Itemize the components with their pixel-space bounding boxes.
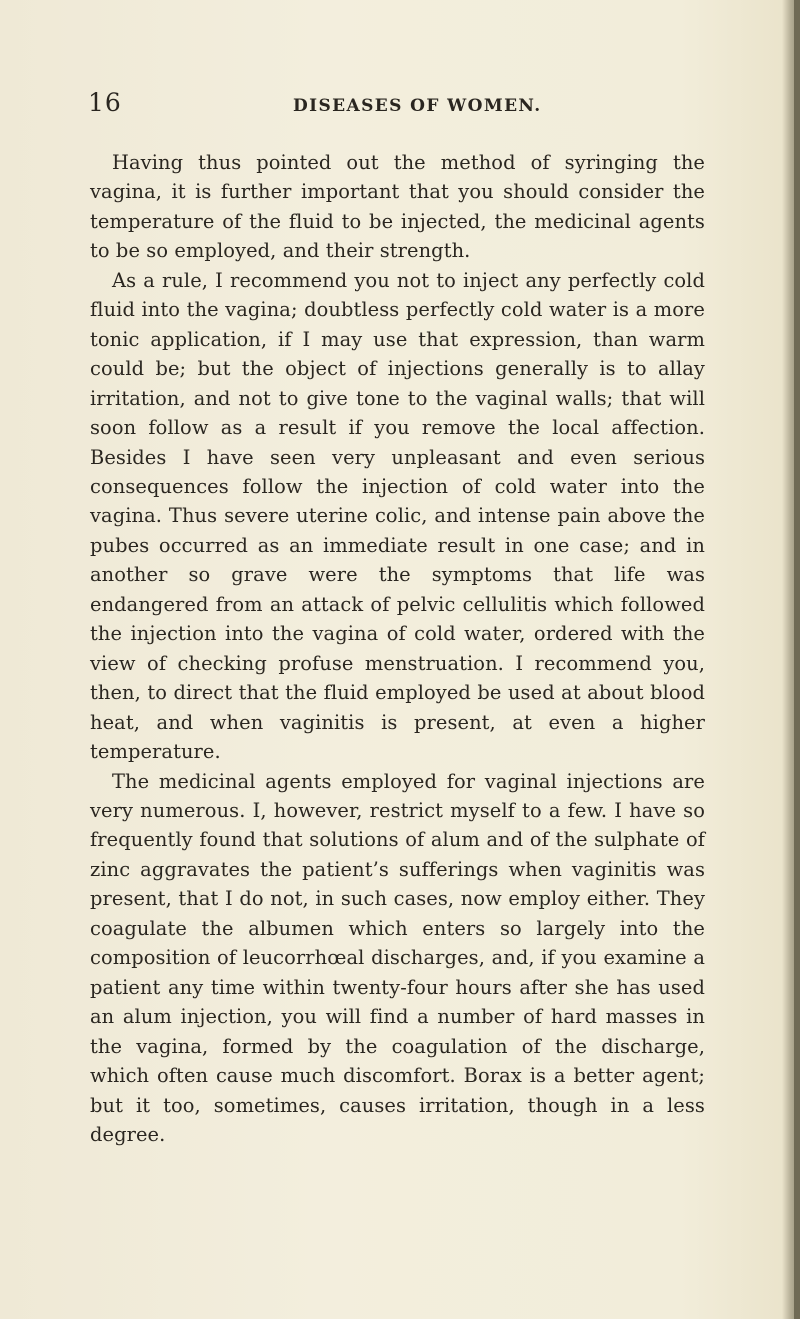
page-header	[88, 88, 748, 128]
page-number: 16	[88, 88, 122, 117]
running-head: DISEASES OF WOMEN.	[293, 96, 542, 116]
body-text	[90, 148, 705, 1149]
page-edge	[794, 0, 800, 1319]
paragraph: The medicinal agents employed for vaginal injections are very numerous. I, however, restrict myself to a few. I have so frequently found that solutions of alum and of the sulphate of zinc aggravates the patient’s sufferings when vaginitis was present, that I do not, in such cases, now employ either. They coagulate the albumen which enters so largely into the composition of leucorrhœal discharges, and, if you examine a patient any time within twenty-four hours after she has used an alum injection, you will find a number of hard masses in the vagina, formed by the coagulation of the discharge, which often cause much discomfort. Borax is a better agent; but it too, sometimes, causes irritation, though in a less degree.	[90, 769, 705, 1146]
paragraph: As a rule, I recommend you not to inject any perfectly cold fluid into the vagina; doubtless perfectly cold water is a more tonic application, if I may use that expression, than warm could be; but the object of injections generally is to allay irritation, and not to give tone to the vaginal walls; that will soon follow as a result if you remove the local affection. Besides I have seen very unpleasant and even serious consequences follow the injection of cold water into the vagina. Thus severe uterine colic, and intense pain above the pubes occurred as an immediate result in one case; and in another so grave were the symptoms that life was endangered from an attack of pelvic cellulitis which followed the injection into the vagina of cold water, ordered with the view of checking profuse menstruation. I recommend you, then, to direct that the fluid employed be used at about blood heat, and when vaginitis is present, at even a higher temperature.	[90, 268, 705, 764]
paragraph: Having thus pointed out the method of syringing the vagina, it is further important that you should consider the temperature of the fluid to be injected, the medicinal agents to be so employed, and their strength.	[90, 151, 705, 263]
